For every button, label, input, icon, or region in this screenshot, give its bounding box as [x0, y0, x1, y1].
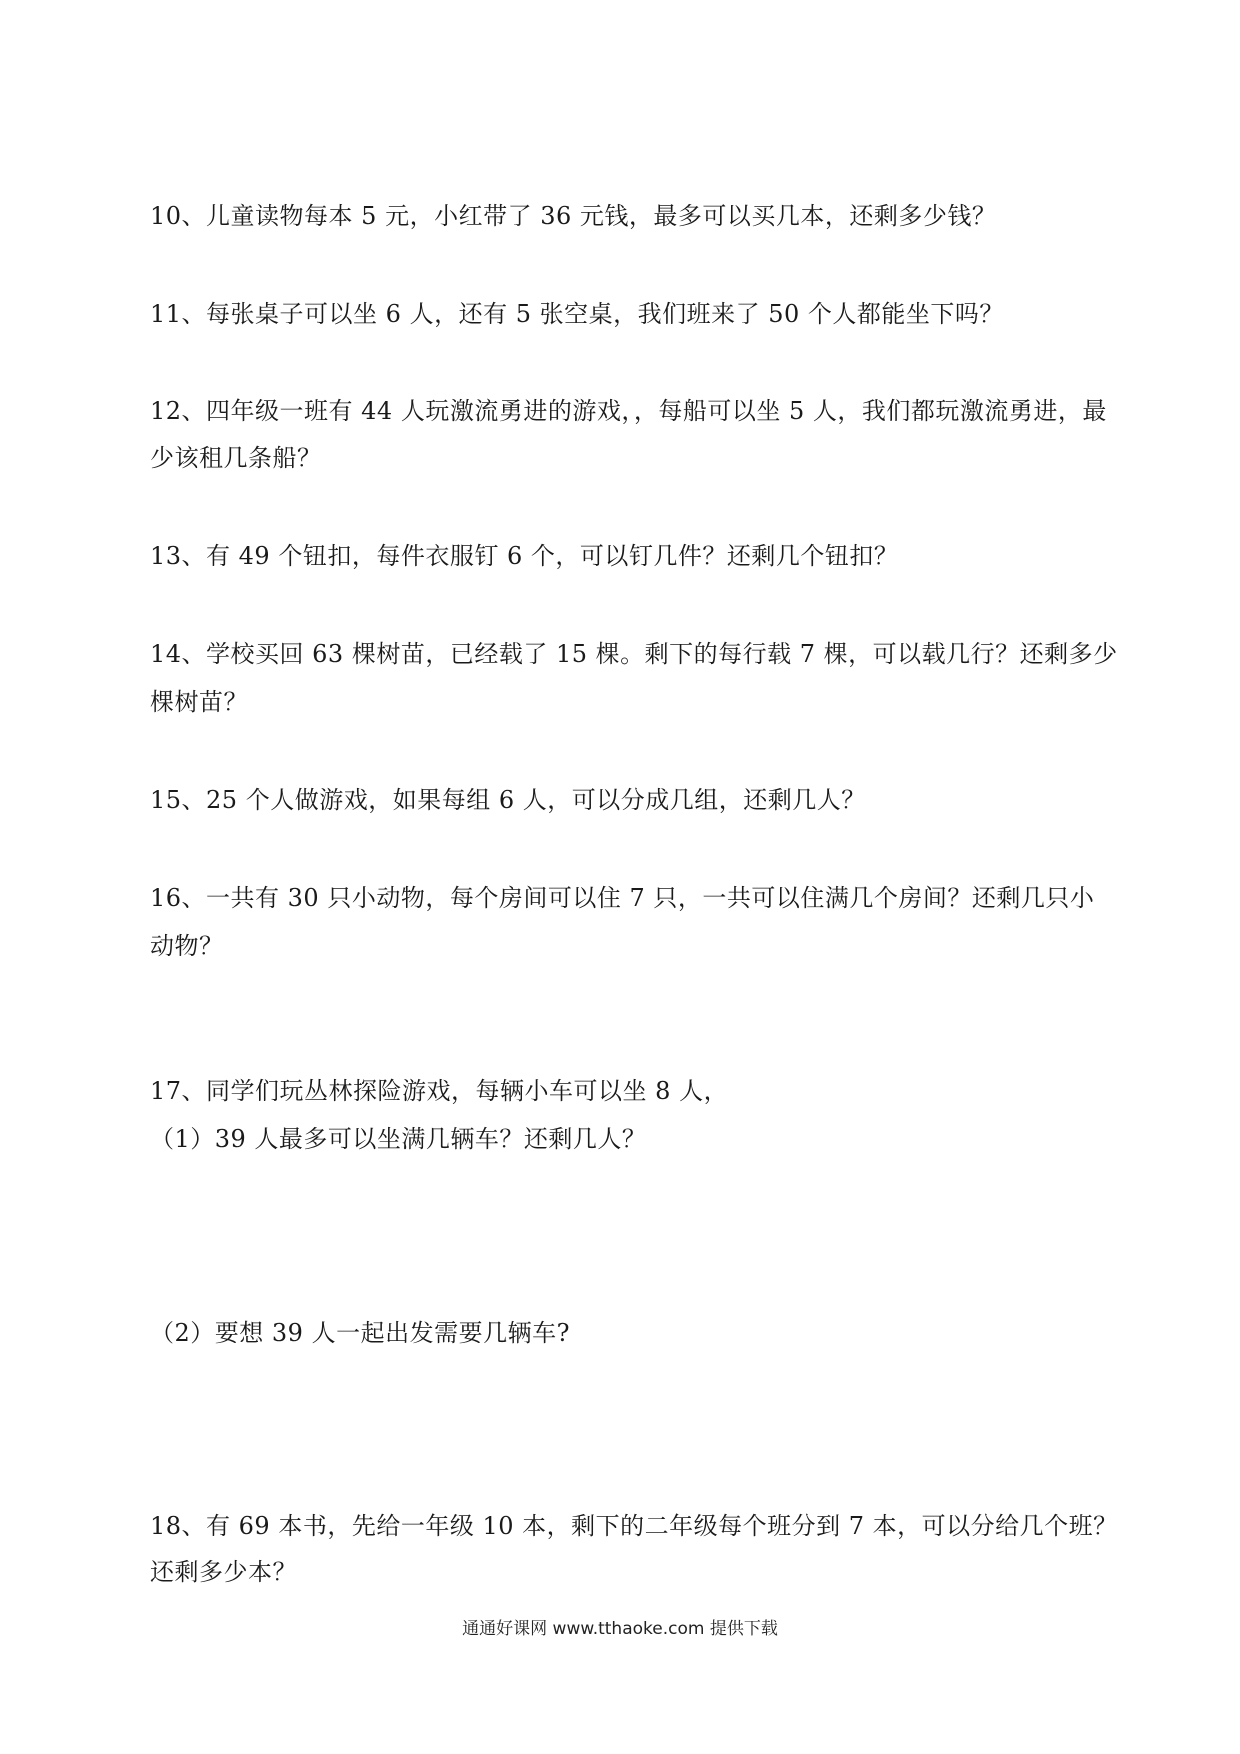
problem-17-part-2: （2）要想 39 人一起出发需要几辆车?: [150, 1319, 570, 1347]
problem-10-line-1: 10、儿童读物每本 5 元，小红带了 36 元钱，最多可以买几本，还剩多少钱？: [150, 202, 997, 230]
problem-14-line-1: 14、学校买回 63 棵树苗，已经载了 15 棵。剩下的每行载 7 棵，可以载几行？还剩多少: [150, 640, 1118, 668]
problem-18-line-1: 18、有 69 本书，先给一年级 10 本，剩下的二年级每个班分到 7 本，可以分给几个班？: [150, 1512, 1118, 1540]
problem-17-line-1: 17、同学们玩丛林探险游戏，每辆小车可以坐 8 人，: [150, 1077, 729, 1105]
problem-12-line-1: 12、四年级一班有 44 人玩激流勇进的游戏，，每船可以坐 5 人，我们都玩激流勇进，最: [150, 397, 1107, 425]
problem-11-line-1: 11、每张桌子可以坐 6 人，还有 5 张空桌，我们班来了 50 个人都能坐下吗？: [150, 300, 1004, 328]
page-footer: 通通好课网 www.tthaoke.com 提供下载: [462, 1619, 778, 1639]
problem-15-line-1: 15、25 个人做游戏，如果每组 6 人，可以分成几组，还剩几人？: [150, 786, 866, 814]
problem-12-line-2: 少该租几条船？: [150, 444, 322, 472]
problem-16-line-2: 动物？: [150, 932, 224, 960]
problem-14-line-2: 棵树苗？: [150, 688, 248, 716]
problem-18-line-2: 还剩多少本？: [150, 1558, 297, 1586]
problem-17-part-1: （1）39 人最多可以坐满几辆车？还剩几人？: [150, 1125, 647, 1153]
problem-13-line-1: 13、有 49 个钮扣，每件衣服钉 6 个，可以钉几件？还剩几个钮扣？: [150, 542, 899, 570]
problem-16-line-1: 16、一共有 30 只小动物，每个房间可以住 7 只，一共可以住满几个房间？还剩几只小: [150, 884, 1095, 912]
